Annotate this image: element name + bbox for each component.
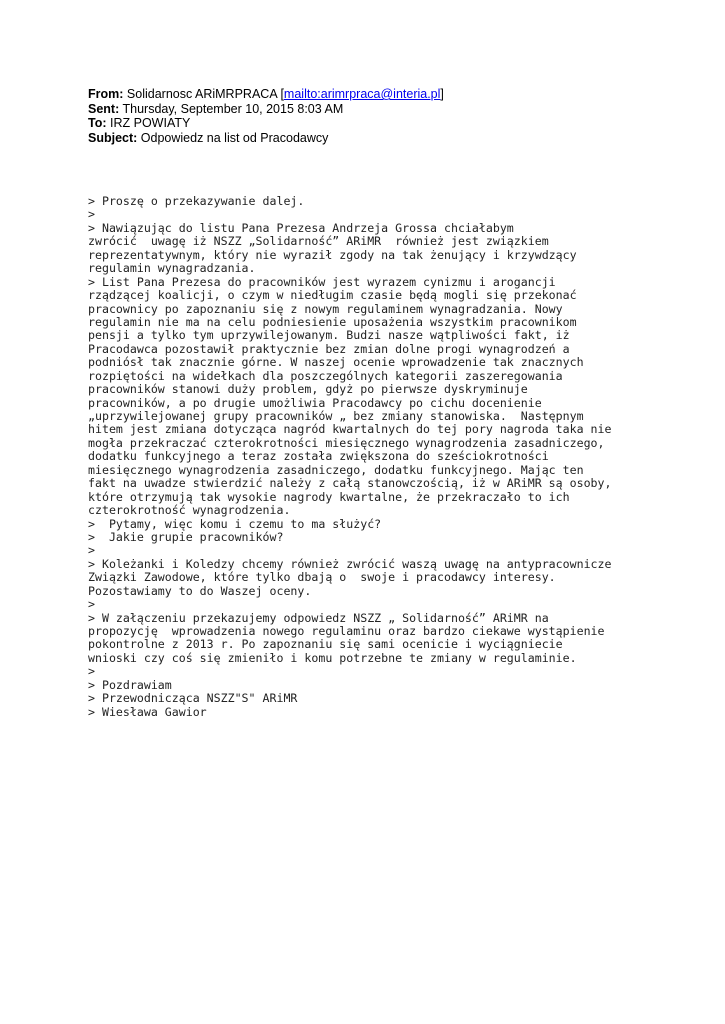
subject-label: Subject: [88, 130, 138, 145]
from-name: Solidarnosc ARiMRPRACA [126, 87, 277, 101]
body-line: zwrócić uwagę iż NSZZ „Solidarność” ARiMR również jest związkiem [88, 234, 549, 249]
body-line: Pozostawiamy to do Waszej oceny. [88, 583, 312, 598]
body-line: > Jakie grupie pracowników? [88, 529, 284, 544]
body-line: > List Pana Prezesa do pracowników jest wyrazem cynizmu i arogancji [88, 274, 556, 289]
from-row [88, 87, 444, 102]
body-line: > [88, 664, 95, 679]
from-bracket-close: ] [440, 87, 444, 101]
body-line: pokontrolne z 2013 r. Po zapoznaniu się sami ocenicie i wyciągniecie [88, 637, 563, 652]
body-line: „uprzywilejowanej grupy pracowników „ bez zmiany stanowiska. Następnym [88, 409, 584, 423]
body-line: regulamin nie ma na celu podniesienie uposażenia wszystkim pracownikom [88, 314, 577, 329]
body-line: rządzącej koalicji, o czym w niedługim czasie będą mogli się przekonać [88, 288, 577, 303]
email-header [88, 87, 444, 145]
body-line: > [88, 597, 95, 612]
body-line: pensji a tylko tym uprzywilejowanym. Budzi nasze wątpliwości fakt, iż [88, 328, 570, 343]
body-line: > [88, 543, 95, 558]
body-line: wnioski czy coś się zmieniło i komu potrzebne te zmiany w regulaminie. [88, 650, 577, 665]
body-line: > Pytamy, więc komu i czemu to ma służyć? [88, 516, 382, 531]
body-line: podniósł tak znacznie górne. W naszej ocenie wprowadzenie tak znacznych [88, 355, 584, 370]
body-line: > [88, 207, 95, 222]
subject-value: Odpowiedz na list od Pracodawcy [140, 130, 329, 145]
email-body [88, 195, 648, 719]
to-label: To: [88, 116, 107, 130]
body-line: Związki Zawodowe, które tylko dbają o swoje i pracodawcy interesy. [88, 570, 556, 585]
body-line: pracowników, a po drugie umożliwia Pracodawcy po cichu docenienie [88, 395, 542, 410]
body-line: pracownicy po zapoznaniu się z nowym regulaminem wynagradzania. Nowy [88, 301, 563, 316]
body-line: Pracodawca pozostawił praktycznie bez zmian dolne progi wynagrodzeń a [88, 341, 570, 356]
body-line: > Pozdrawiam [88, 677, 172, 692]
body-line: reprezentatywnym, który nie wyraził zgody na tak żenujący i krzywdzący [88, 247, 577, 262]
sent-value: Thursday, September 10, 2015 8:03 AM [122, 101, 344, 116]
body-line: > Proszę o przekazywanie dalej. [88, 194, 305, 208]
body-line: rozpiętości na widełkach dla poszczególnych kategorii zaszeregowania [88, 368, 563, 383]
body-line: czterokrotność wynagrodzenia. [88, 503, 291, 518]
body-line: pracowników stanowi duży problem, gdyż po pierwsze dyskryminuje [88, 382, 528, 397]
body-line: które otrzymują tak wysokie nagrody kwartalne, że przekraczało to ich [88, 489, 570, 504]
to-value: IRZ POWIATY [110, 116, 191, 130]
body-line: mogła przekraczać czterokrotności miesięcznego wynagrodzenia zasadniczego, [88, 435, 605, 450]
body-line: propozycję wprowadzenia nowego regulaminu oraz bardzo ciekawe wystąpienie [88, 624, 605, 638]
subject-row [88, 131, 444, 146]
body-line: > Koleżanki i Koledzy chcemy również zwrócić waszą uwagę na antypracownicze [88, 556, 612, 571]
body-line: > Przewodnicząca NSZZ"S" ARiMR [88, 691, 298, 706]
body-line: > W załączeniu przekazujemy odpowiedz NSZZ „ Solidarność” ARiMR na [88, 610, 549, 625]
body-line: miesięcznego wynagrodzenia zasadniczego, dodatku funkcyjnego. Mając ten [88, 462, 584, 477]
from-bracket-open: [ [276, 87, 284, 101]
sent-row [88, 102, 444, 117]
body-line: dodatku funkcyjnego a teraz została zwiększona do sześciokrotności [88, 449, 549, 464]
to-row [88, 116, 444, 131]
from-email-link[interactable]: mailto:arimrpraca@interia.pl [283, 87, 441, 101]
sent-label: Sent: [88, 101, 120, 116]
body-line: hitem jest zmiana dotycząca nagród kwartalnych do tej pory nagroda taka nie [88, 422, 612, 437]
body-line: > Nawiązując do listu Pana Prezesa Andrzeja Grossa chciałabym [88, 220, 514, 235]
body-line: regulamin wynagradzania. [88, 261, 256, 276]
from-label: From: [88, 87, 124, 101]
body-line: > Wiesława Gawior [88, 704, 207, 719]
body-line: fakt na uwadze stwierdzić należy z całą stanowczością, iż w ARiMR są osoby, [88, 476, 612, 491]
